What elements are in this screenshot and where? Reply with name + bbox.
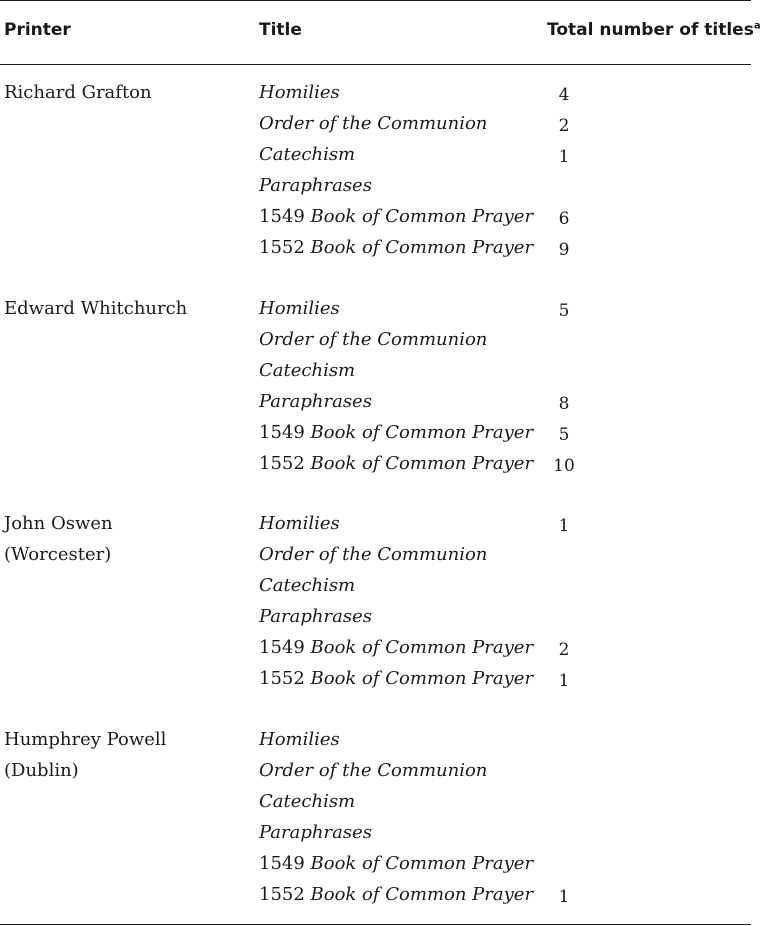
title-name: Homilies [259, 82, 340, 103]
title-cell [259, 663, 533, 694]
column-header-printer: Printer [4, 20, 71, 40]
table-row [0, 386, 751, 417]
title-cell [259, 601, 372, 632]
table-row [0, 755, 751, 786]
table-row [0, 77, 751, 108]
title-name: Book of Common Prayer [310, 453, 534, 474]
title-year: 1552 [259, 884, 311, 905]
table-row [0, 879, 751, 910]
title-name: Book of Common Prayer [310, 422, 534, 443]
table-row [0, 848, 751, 879]
title-name: Order of the Communion [259, 544, 488, 565]
title-name: Catechism [259, 575, 356, 596]
title-name: Book of Common Prayer [310, 668, 534, 689]
count-cell: 2 [558, 116, 570, 136]
table-row [0, 632, 751, 663]
table-row [0, 570, 751, 601]
title-name: Order of the Communion [259, 113, 488, 134]
title-name: Homilies [259, 729, 340, 750]
title-name: Catechism [259, 791, 356, 812]
table-row [0, 508, 751, 539]
title-name: Book of Common Prayer [310, 237, 534, 258]
table-row [0, 324, 751, 355]
title-name: Book of Common Prayer [310, 884, 534, 905]
title-cell [259, 632, 533, 663]
printer-name-line: Richard Grafton [4, 82, 152, 103]
title-year: 1552 [259, 237, 311, 258]
table-row [0, 539, 751, 570]
count-cell: 1 [558, 887, 570, 907]
title-cell [259, 232, 533, 263]
title-cell [259, 77, 340, 108]
table-row [0, 293, 751, 324]
count-cell: 6 [558, 209, 570, 229]
title-cell [259, 755, 487, 786]
column-header-total [547, 17, 761, 43]
count-cell: 10 [553, 456, 575, 476]
title-name: Book of Common Prayer [310, 206, 534, 227]
table-row [0, 601, 751, 632]
title-cell [259, 324, 487, 355]
count-cell: 4 [558, 85, 570, 105]
title-year: 1552 [259, 453, 311, 474]
count-cell: 5 [558, 425, 570, 445]
table-row [0, 663, 751, 694]
title-year: 1549 [259, 422, 311, 443]
printer-name-line: (Worcester) [4, 544, 112, 565]
column-header-title: Title [259, 20, 302, 40]
title-name: Book of Common Prayer [310, 637, 534, 658]
title-cell [259, 293, 340, 324]
title-name: Homilies [259, 298, 340, 319]
count-cell: 8 [558, 394, 570, 414]
title-cell [259, 508, 340, 539]
printer-name-line: John Oswen [4, 513, 113, 534]
title-name: Order of the Communion [259, 329, 488, 350]
title-cell [259, 108, 487, 139]
table-row [0, 232, 751, 263]
table-row [0, 724, 751, 755]
title-name: Catechism [259, 144, 356, 165]
header-rule [0, 64, 751, 65]
count-cell: 5 [558, 301, 570, 321]
title-name: Paraphrases [259, 606, 372, 627]
title-cell [259, 879, 533, 910]
printer-group [0, 77, 751, 263]
printer-group [0, 724, 751, 910]
printer-name-line: Edward Whitchurch [4, 298, 188, 319]
footnote-marker: a [753, 20, 761, 32]
title-cell [259, 817, 372, 848]
count-cell: 1 [558, 671, 570, 691]
count-cell: 2 [558, 640, 570, 660]
title-name: Book of Common Prayer [310, 853, 534, 874]
table-row [0, 170, 751, 201]
table-top-rule [0, 0, 751, 1]
table-row [0, 786, 751, 817]
title-year: 1549 [259, 637, 311, 658]
title-year: 1552 [259, 668, 311, 689]
printer-name-line: Humphrey Powell [4, 729, 167, 750]
table-row [0, 108, 751, 139]
title-cell [259, 570, 355, 601]
count-cell: 1 [558, 147, 570, 167]
count-cell: 1 [558, 516, 570, 536]
count-cell: 9 [558, 240, 570, 260]
title-cell [259, 724, 340, 755]
title-year: 1549 [259, 853, 311, 874]
title-cell [259, 786, 355, 817]
title-name: Homilies [259, 513, 340, 534]
title-cell [259, 355, 355, 386]
table-row [0, 139, 751, 170]
title-name: Paraphrases [259, 822, 372, 843]
printer-group [0, 293, 751, 479]
table-bottom-rule [0, 924, 751, 925]
title-cell [259, 139, 355, 170]
title-cell [259, 539, 487, 570]
table-row [0, 448, 751, 479]
title-cell [259, 386, 372, 417]
column-header-total-label: Total number of titles [547, 20, 754, 40]
title-cell [259, 201, 533, 232]
title-name: Paraphrases [259, 391, 372, 412]
table-header [0, 17, 761, 47]
title-name: Paraphrases [259, 175, 372, 196]
table-row [0, 417, 751, 448]
table-row [0, 355, 751, 386]
title-cell [259, 417, 533, 448]
title-year: 1549 [259, 206, 311, 227]
title-name: Order of the Communion [259, 760, 488, 781]
title-cell [259, 170, 372, 201]
title-name: Catechism [259, 360, 356, 381]
printer-group [0, 508, 751, 694]
table-row [0, 201, 751, 232]
title-cell [259, 448, 533, 479]
title-cell [259, 848, 533, 879]
printer-name-line: (Dublin) [4, 760, 79, 781]
table-row [0, 817, 751, 848]
